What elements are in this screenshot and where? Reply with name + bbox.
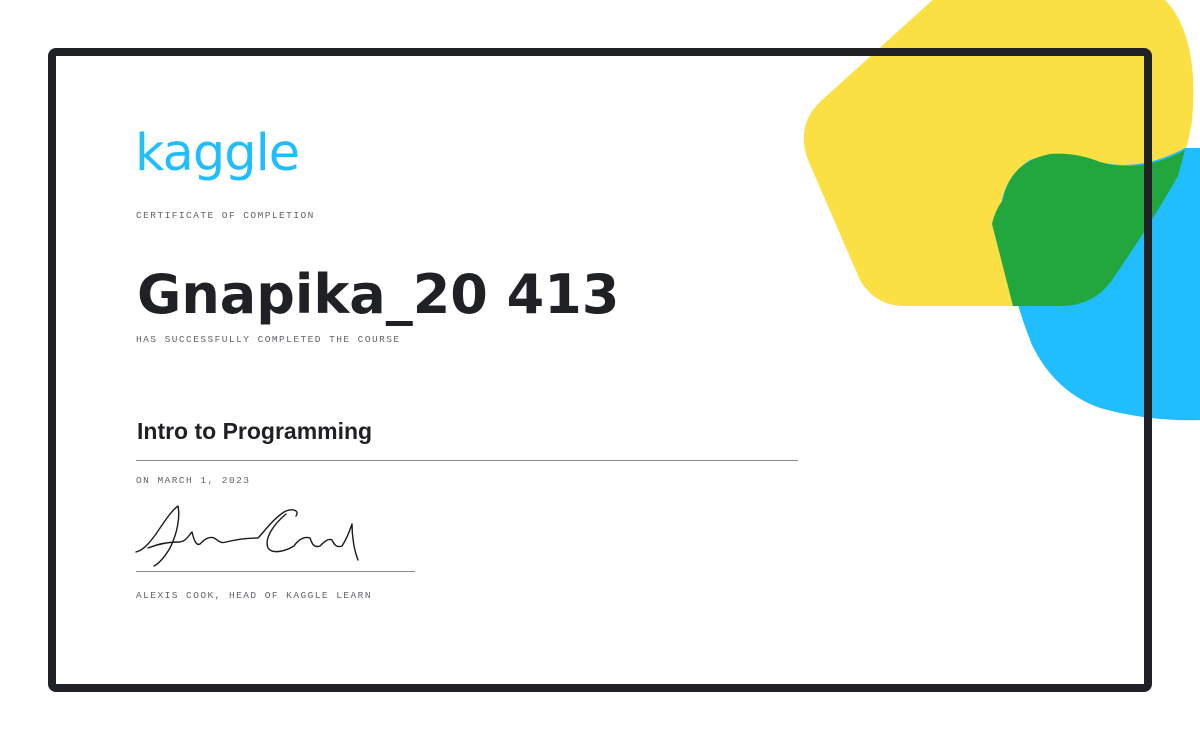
course-name: Intro to Programming <box>137 418 373 444</box>
signer-name-title: ALEXIS COOK, HEAD OF KAGGLE LEARN <box>136 590 372 601</box>
recipient-name: Gnapika_20 413 <box>137 263 620 326</box>
kaggle-logo: kaggle <box>135 124 300 183</box>
signature-icon <box>134 502 364 568</box>
certificate-title-label: CERTIFICATE OF COMPLETION <box>136 210 315 221</box>
completion-date: ON MARCH 1, 2023 <box>136 475 251 486</box>
course-divider <box>136 460 798 461</box>
completion-label: HAS SUCCESSFULLY COMPLETED THE COURSE <box>136 334 401 345</box>
signature-line <box>136 571 415 572</box>
